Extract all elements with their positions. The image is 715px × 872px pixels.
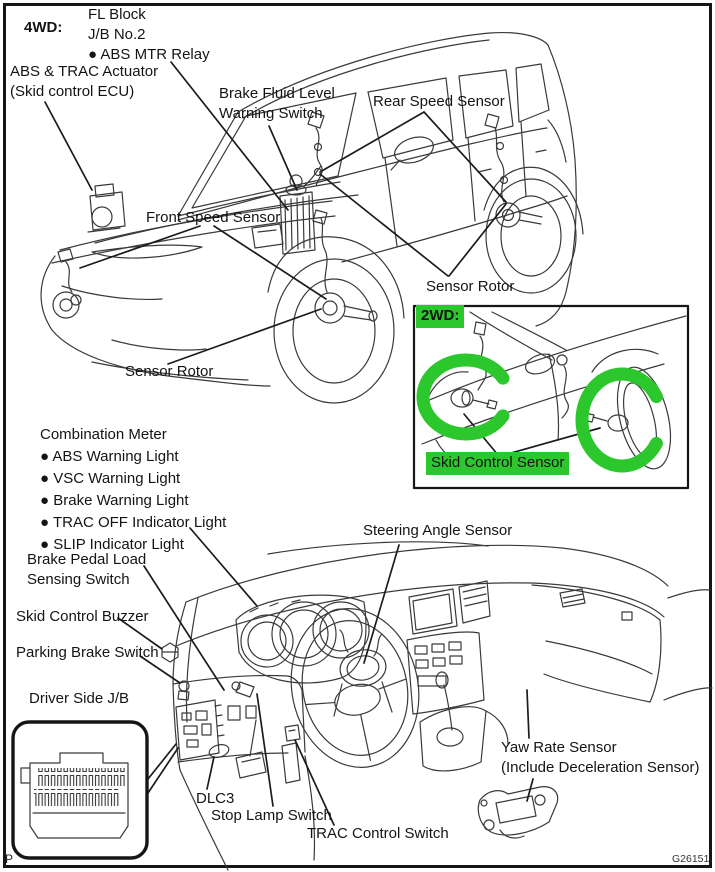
leader-driver-jb-a (148, 744, 176, 779)
brake-fluid-reservoir-part (280, 166, 321, 254)
callout-brake-fluid: Brake Fluid Level Warning Switch (219, 85, 335, 122)
callout-fl-block: FL Block J/B No.2 ● ABS MTR Relay (88, 6, 210, 63)
callout-parking-brake-switch: Parking Brake Switch (16, 644, 159, 661)
leader-brake-pedal-load (144, 566, 224, 690)
variant-label-2wd (416, 305, 464, 328)
connector-inset-illustration (13, 722, 147, 858)
rear-wheel (484, 167, 583, 293)
figure-code: G26151 (672, 853, 710, 865)
combination-meter-item: ● TRAC OFF Indicator Light (40, 514, 227, 531)
leader-abs-trac-actuator (45, 102, 92, 190)
yaw-rate-sensor-part (478, 787, 557, 838)
callout-steering-angle-sensor: Steering Angle Sensor (363, 522, 513, 539)
callout-yaw-rate-sensor: Yaw Rate Sensor (Include Deceleration Sensor) (501, 739, 700, 776)
combination-meter-item: ● Brake Warning Light (40, 492, 189, 509)
skid-control-sensor-highlight: Skid Control Sensor (426, 452, 569, 475)
combination-meter-item: ● VSC Warning Light (40, 470, 181, 487)
variant-label-2wd-highlight: 2WD: (416, 305, 464, 328)
combination-meter-item: ● SLIP Indicator Light (40, 536, 184, 553)
skid-control-sensor-left-part (451, 389, 497, 409)
leader-stop-lamp (257, 694, 273, 806)
callout-skid-control-sensor (426, 452, 569, 475)
skid-control-sensor-right-part (583, 413, 628, 431)
leader-driver-jb-b (148, 748, 178, 793)
callout-sensor-rotor-rear: Sensor Rotor (426, 278, 515, 295)
leader-dlc3 (207, 757, 214, 789)
leader-yaw-location (527, 690, 529, 738)
page-marker: P (5, 852, 14, 866)
skid-control-buzzer-part (162, 643, 178, 662)
callout-front-speed-sensor: Front Speed Sensor (146, 209, 281, 226)
front-hub-sensor-rotor-part (313, 210, 377, 323)
callout-skid-control-buzzer: Skid Control Buzzer (16, 608, 149, 625)
leader-brake-fluid (269, 126, 297, 190)
leader-sensor-rotor-rear-a (320, 174, 448, 276)
trac-control-switch-part (285, 725, 300, 741)
leader-steering-angle (364, 545, 399, 663)
callout-stop-lamp-switch: Stop Lamp Switch (211, 807, 332, 824)
callout-abs-trac-actuator: ABS & TRAC Actuator (Skid control ECU) (10, 63, 159, 100)
leader-lines-interior (118, 528, 533, 825)
callout-driver-side-jb: Driver Side J/B (29, 690, 130, 707)
stop-lamp-switch-part (232, 682, 254, 697)
callout-brake-pedal-load: Brake Pedal Load Sensing Switch (27, 551, 147, 588)
highlight-ring-right (582, 374, 662, 466)
callout-sensor-rotor-front: Sensor Rotor (125, 363, 214, 380)
abs-trac-actuator-part (88, 184, 125, 232)
combination-meter-title: Combination Meter (40, 426, 167, 443)
steering-angle-sensor-part (334, 630, 392, 716)
driver-side-jb-part (176, 700, 224, 760)
callout-combination-meter (40, 424, 226, 556)
callout-trac-control-switch: TRAC Control Switch (307, 825, 449, 842)
variant-label-4wd: 4WD: (24, 19, 63, 36)
callout-rear-speed-sensor: Rear Speed Sensor (373, 93, 505, 110)
leader-sensor-rotor-rear-b (449, 204, 506, 276)
callout-dlc3: DLC3 (196, 790, 235, 807)
combination-meter-item: ● ABS Warning Light (40, 448, 179, 465)
